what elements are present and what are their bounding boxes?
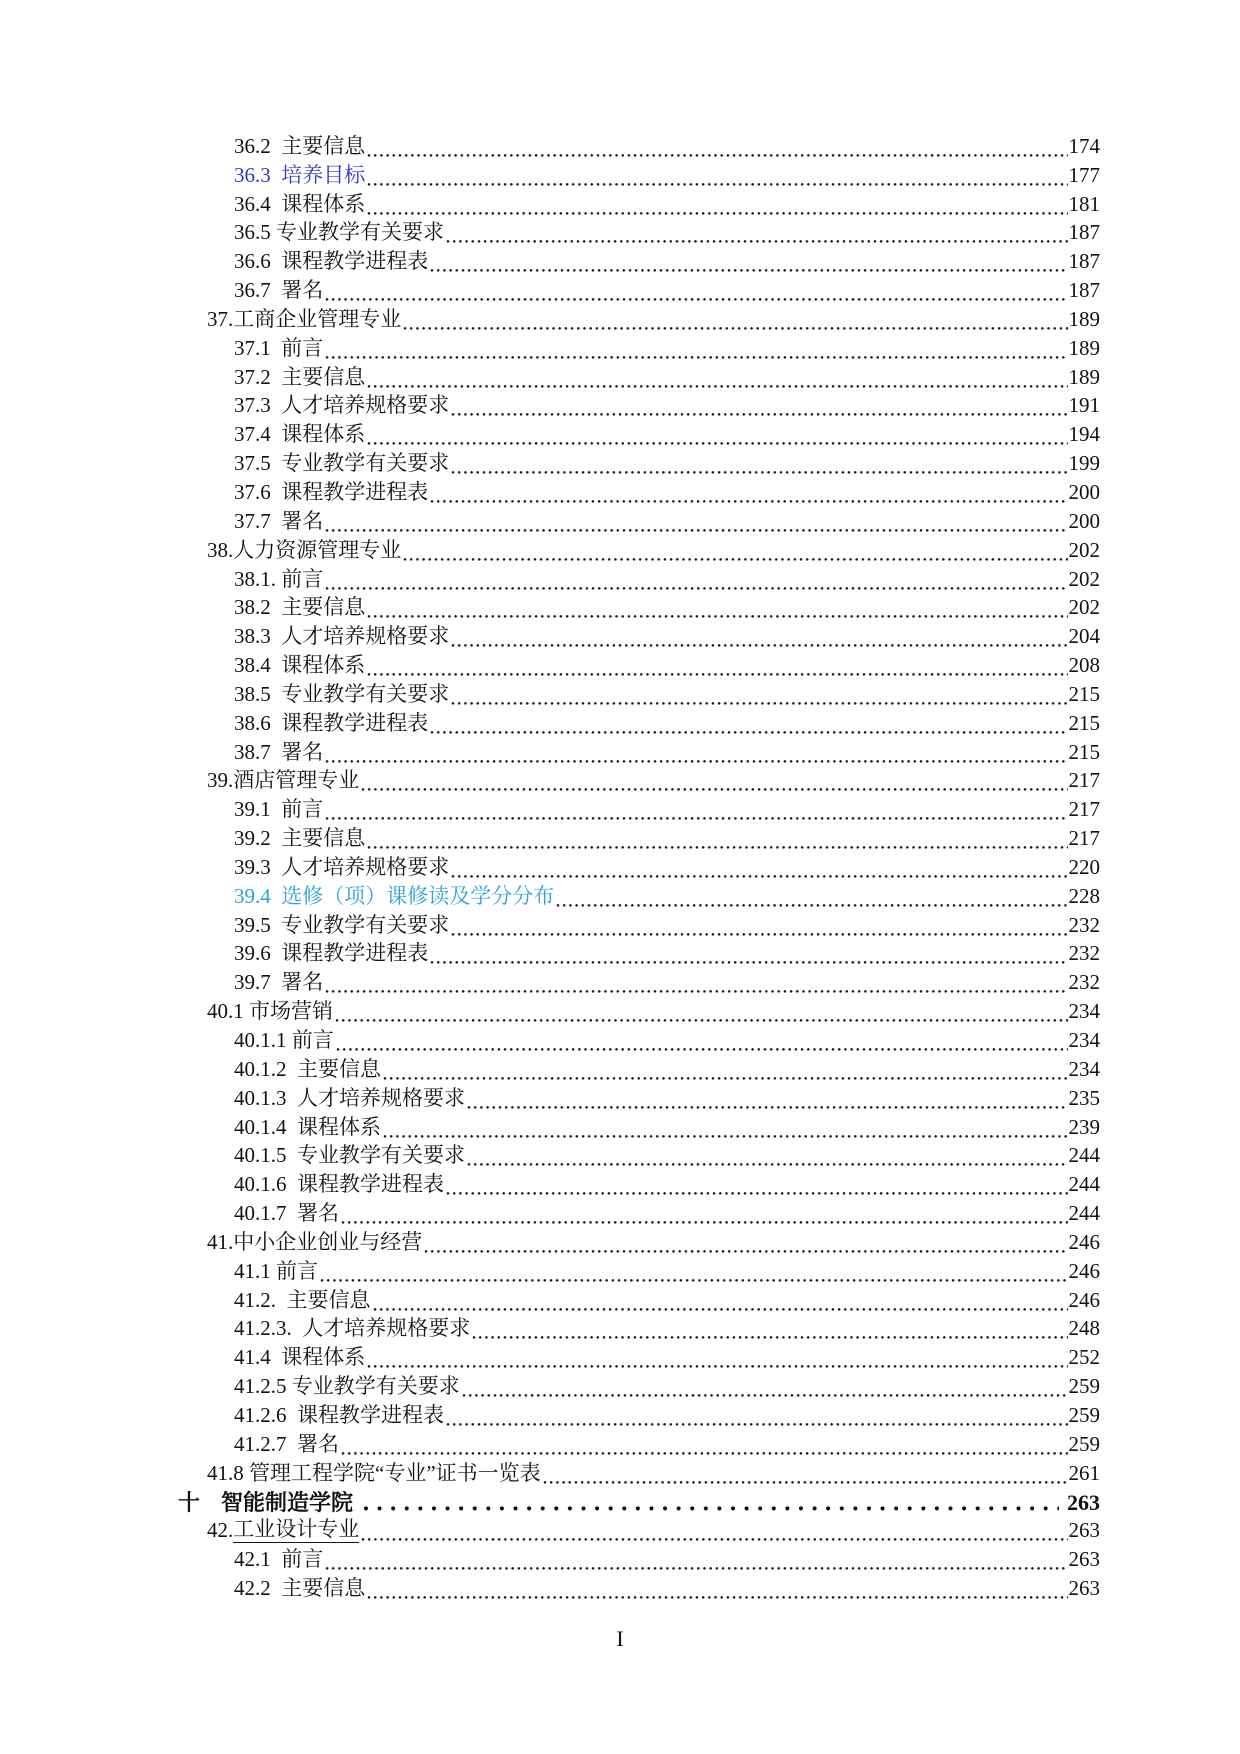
toc-page-number: 244 [1068, 1201, 1100, 1226]
toc-entry-title: 工业设计专业 [233, 1517, 360, 1542]
toc-entry-title: 38.2 主要信息 [234, 595, 366, 620]
toc-entry-title: 40.1.3 人才培养规格要求 [234, 1085, 465, 1110]
toc-entry-row[interactable] [178, 1341, 1100, 1370]
dot-leader [363, 1505, 1059, 1512]
toc-page-number: 200 [1068, 479, 1100, 504]
toc-entry-title: 36.3 培养目标 [234, 162, 366, 187]
dot-leader [367, 1364, 1067, 1369]
toc-entry-number: 十 [178, 1489, 201, 1515]
toc-entry-title: 智能制造学院 [221, 1489, 354, 1515]
dot-leader [320, 1278, 1068, 1283]
toc-page-number: 261 [1068, 1460, 1100, 1485]
toc-entry-title: 39.2 主要信息 [234, 826, 366, 851]
toc-page-number: 234 [1068, 999, 1100, 1024]
toc-page-number: 239 [1068, 1114, 1100, 1139]
toc-page-number: 232 [1068, 970, 1100, 995]
toc-page-number: 208 [1068, 653, 1100, 678]
dot-leader [325, 355, 1067, 360]
toc-page-number: 232 [1068, 941, 1100, 966]
dot-leader [367, 182, 1067, 187]
dot-leader [325, 586, 1067, 591]
toc-page-number: 246 [1068, 1229, 1100, 1254]
toc-entry-row[interactable] [178, 1370, 1100, 1399]
dot-leader [430, 499, 1067, 504]
toc-page-number: 263 [1068, 1518, 1100, 1543]
toc-page-number: 215 [1068, 739, 1100, 764]
toc-entry-title: 37.工商企业管理专业 [207, 306, 402, 331]
dot-leader [325, 759, 1067, 764]
toc-page-number: 246 [1068, 1258, 1100, 1283]
dot-leader [472, 1335, 1067, 1340]
toc-entry-row[interactable] [178, 1053, 1100, 1082]
dot-leader [383, 1076, 1068, 1081]
dot-leader [430, 730, 1067, 735]
dot-leader [451, 470, 1067, 475]
toc-entry-title: 41.2.7 署名 [234, 1431, 339, 1456]
toc-page-number: 263 [1068, 1547, 1100, 1572]
toc-page-number: 246 [1068, 1287, 1100, 1312]
toc-entry-title: 42.2 主要信息 [234, 1576, 366, 1601]
dot-leader [341, 1451, 1068, 1456]
toc-entry-row[interactable] [178, 188, 1100, 217]
dot-leader [367, 614, 1067, 619]
dot-leader [451, 643, 1067, 648]
toc-page-number: 252 [1068, 1345, 1100, 1370]
toc-entry-title: 41.中小企业创业与经营 [207, 1229, 423, 1254]
toc-page-number: 244 [1068, 1172, 1100, 1197]
toc-page-number: 202 [1068, 537, 1100, 562]
dot-leader [556, 903, 1067, 908]
toc-page-number: 189 [1068, 364, 1100, 389]
toc-page-number: 259 [1068, 1402, 1100, 1427]
dot-leader [367, 384, 1067, 389]
toc-entry-row[interactable] [178, 851, 1100, 880]
toc-page-number: 259 [1068, 1374, 1100, 1399]
toc-entry-title: 37.3 人才培养规格要求 [234, 393, 450, 418]
toc-page-number: 220 [1068, 854, 1100, 879]
toc-entry-row[interactable] [178, 1543, 1100, 1572]
toc-entry-title: 39.3 人才培养规格要求 [234, 854, 450, 879]
toc-entry-row[interactable] [178, 217, 1100, 246]
toc-entry-row[interactable] [178, 1197, 1100, 1226]
toc-entry-row[interactable] [178, 418, 1100, 447]
toc-entry-row[interactable] [178, 361, 1100, 390]
toc-page-number: 217 [1068, 826, 1100, 851]
toc-entry-row[interactable] [178, 476, 1100, 505]
footer-page-number: I [616, 1626, 624, 1651]
toc-entry-title: 38.6 课程教学进程表 [234, 710, 429, 735]
table-of-contents [178, 130, 1100, 1601]
toc-entry-title: 40.1.5 专业教学有关要求 [234, 1143, 465, 1168]
toc-entry-row[interactable] [178, 447, 1100, 476]
dot-leader [325, 989, 1067, 994]
toc-entry-title: 36.6 课程教学进程表 [234, 249, 429, 274]
toc-entry-row[interactable] [178, 1140, 1100, 1169]
toc-page-number: 189 [1068, 306, 1100, 331]
toc-entry-title: 36.4 课程体系 [234, 191, 366, 216]
dot-leader [367, 672, 1067, 677]
toc-entry-row[interactable] [178, 736, 1100, 765]
toc-entry-row[interactable] [178, 303, 1100, 332]
toc-entry-title: 40.1.7 署名 [234, 1201, 339, 1226]
toc-entry-number: 42. [207, 1518, 234, 1543]
toc-page-number: 200 [1068, 508, 1100, 533]
toc-entry-row[interactable] [178, 332, 1100, 361]
dot-leader [335, 1018, 1068, 1023]
toc-page-number: 248 [1068, 1316, 1100, 1341]
dot-leader [424, 1249, 1067, 1254]
toc-entry-row[interactable] [178, 159, 1100, 188]
toc-entry-row[interactable] [178, 707, 1100, 736]
toc-page-number: 235 [1068, 1085, 1100, 1110]
toc-page-number: 217 [1068, 797, 1100, 822]
toc-entry-title: 36.5 专业教学有关要求 [234, 220, 444, 245]
toc-page-number: 263 [1067, 1489, 1100, 1515]
dot-leader [361, 787, 1067, 792]
toc-entry-title: 40.1 市场营销 [207, 999, 333, 1024]
toc-page-number: 187 [1068, 249, 1100, 274]
dot-leader [446, 1191, 1068, 1196]
dot-leader [430, 960, 1067, 965]
dot-leader [336, 1047, 1068, 1052]
toc-entry-title: 41.8 管理工程学院“专业”证书一览表 [207, 1460, 541, 1485]
toc-entry-title: 37.4 课程体系 [234, 422, 366, 447]
dot-leader [467, 1105, 1068, 1110]
toc-page-number: 217 [1068, 768, 1100, 793]
dot-leader [403, 326, 1067, 331]
toc-entry-title: 41.2.5 专业教学有关要求 [234, 1374, 460, 1399]
toc-entry-row[interactable] [178, 909, 1100, 938]
toc-entry-title: 41.2.6 课程教学进程表 [234, 1402, 444, 1427]
toc-entry-row[interactable] [178, 1284, 1100, 1313]
toc-page-number: 234 [1068, 1056, 1100, 1081]
toc-entry-title: 39.5 专业教学有关要求 [234, 912, 450, 937]
toc-page-number: 199 [1068, 451, 1100, 476]
toc-entry-row[interactable] [178, 966, 1100, 995]
toc-entry-row[interactable] [178, 1255, 1100, 1284]
toc-page-number: 181 [1068, 191, 1100, 216]
toc-page-number: 194 [1068, 422, 1100, 447]
toc-entry-row[interactable] [178, 1572, 1100, 1601]
toc-page-number: 187 [1068, 220, 1100, 245]
toc-entry-title: 37.5 专业教学有关要求 [234, 451, 450, 476]
toc-entry-title: 37.1 前言 [234, 335, 324, 360]
toc-entry-title: 37.2 主要信息 [234, 364, 366, 389]
dot-leader [367, 845, 1067, 850]
toc-page-number: 202 [1068, 595, 1100, 620]
dot-leader [451, 932, 1067, 937]
toc-page-number: 263 [1068, 1576, 1100, 1601]
dot-leader [367, 153, 1067, 158]
toc-page-number: 174 [1068, 133, 1100, 158]
toc-entry-title: 38.4 课程体系 [234, 653, 366, 678]
toc-entry-row[interactable] [178, 1024, 1100, 1053]
toc-entry-row[interactable] [178, 822, 1100, 851]
toc-entry-row[interactable] [178, 938, 1100, 967]
dot-leader [430, 268, 1067, 273]
toc-entry-title: 40.1.4 课程体系 [234, 1114, 381, 1139]
toc-page-number: 202 [1068, 566, 1100, 591]
dot-leader [403, 557, 1067, 562]
toc-entry-title: 39.7 署名 [234, 970, 324, 995]
toc-entry-title: 41.2. 主要信息 [234, 1287, 371, 1312]
toc-entry-title: 40.1.1 前言 [234, 1028, 334, 1052]
dot-leader [451, 874, 1067, 879]
toc-page-number: 189 [1068, 335, 1100, 360]
toc-entry-row[interactable] [178, 649, 1100, 678]
toc-entry-row[interactable] [178, 390, 1100, 419]
toc-page-number: 177 [1068, 162, 1100, 187]
toc-entry-title: 38.5 专业教学有关要求 [234, 681, 450, 706]
toc-entry-row[interactable] [178, 1111, 1100, 1140]
dot-leader [462, 1393, 1068, 1398]
toc-entry-title: 38.3 人才培养规格要求 [234, 624, 450, 649]
toc-entry-row[interactable] [178, 1457, 1100, 1486]
toc-entry-title: 39.4 选修（项）课修读及学分分布 [234, 883, 555, 908]
toc-page-number: 259 [1068, 1431, 1100, 1456]
dot-leader [446, 1422, 1068, 1427]
toc-entry-title: 42.1 前言 [234, 1547, 324, 1572]
toc-entry-title: 38.7 署名 [234, 739, 324, 764]
toc-page-number: 204 [1068, 624, 1100, 649]
toc-entry-row[interactable] [178, 1399, 1100, 1428]
toc-entry-row[interactable] [178, 1168, 1100, 1197]
toc-entry-row[interactable] [178, 563, 1100, 592]
toc-entry-title: 40.1.6 课程教学进程表 [234, 1172, 444, 1197]
dot-leader [325, 1566, 1067, 1571]
dot-leader [341, 1220, 1068, 1225]
toc-page-number: 187 [1068, 278, 1100, 303]
toc-entry-row[interactable] [178, 793, 1100, 822]
dot-leader [467, 1162, 1068, 1167]
toc-page-number: 191 [1068, 393, 1100, 418]
dot-leader [383, 1134, 1068, 1139]
dot-leader [451, 701, 1067, 706]
toc-entry-title: 37.6 课程教学进程表 [234, 479, 429, 504]
toc-entry-title: 36.7 署名 [234, 278, 324, 303]
dot-leader [325, 528, 1067, 533]
dot-leader [543, 1480, 1068, 1485]
dot-leader [367, 1595, 1067, 1600]
dot-leader [361, 1537, 1067, 1542]
toc-entry-title: 37.7 署名 [234, 508, 324, 533]
dot-leader [367, 211, 1067, 216]
toc-page-number: 215 [1068, 681, 1100, 706]
toc-entry-row[interactable] [178, 274, 1100, 303]
toc-page-number: 228 [1068, 883, 1100, 908]
toc-entry-row[interactable] [178, 995, 1100, 1024]
toc-entry-row[interactable] [178, 678, 1100, 707]
toc-entry-row[interactable] [178, 1515, 1100, 1544]
toc-entry-row[interactable] [178, 245, 1100, 274]
toc-entry-title: 38.人力资源管理专业 [207, 537, 402, 562]
toc-entry-title: 39.6 课程教学进程表 [234, 941, 429, 966]
toc-page-number: 215 [1068, 710, 1100, 735]
toc-page-number: 232 [1068, 912, 1100, 937]
dot-leader [446, 239, 1068, 244]
toc-entry-row[interactable] [178, 765, 1100, 794]
toc-entry-row[interactable] [178, 1428, 1100, 1457]
toc-entry-row[interactable] [178, 1313, 1100, 1342]
toc-entry-title: 36.2 主要信息 [234, 133, 366, 158]
toc-entry-title: 39.酒店管理专业 [207, 768, 360, 793]
toc-entry-row[interactable] [178, 505, 1100, 534]
toc-entry-title: 41.4 课程体系 [234, 1345, 366, 1370]
toc-entry-title: 40.1.2 主要信息 [234, 1056, 381, 1081]
toc-entry-row[interactable] [178, 534, 1100, 563]
toc-chapter-row[interactable] [178, 1486, 1100, 1515]
toc-entry-title: 38.1. 前言 [234, 566, 324, 591]
dot-leader [325, 297, 1067, 302]
toc-entry-row[interactable] [178, 1226, 1100, 1255]
toc-entry-title: 39.1 前言 [234, 797, 324, 822]
dot-leader [451, 412, 1067, 417]
toc-entry-row[interactable] [178, 620, 1100, 649]
toc-entry-row[interactable] [178, 130, 1100, 159]
toc-entry-title: 41.1 前言 [234, 1258, 318, 1283]
toc-page-number: 234 [1068, 1028, 1100, 1052]
dot-leader [325, 816, 1067, 821]
dot-leader [373, 1307, 1068, 1312]
toc-entry-row[interactable] [178, 880, 1100, 909]
toc-entry-row[interactable] [178, 1082, 1100, 1111]
toc-entry-row[interactable] [178, 592, 1100, 621]
toc-page-number: 244 [1068, 1143, 1100, 1168]
toc-entry-title: 41.2.3. 人才培养规格要求 [234, 1316, 471, 1341]
dot-leader [367, 441, 1067, 446]
